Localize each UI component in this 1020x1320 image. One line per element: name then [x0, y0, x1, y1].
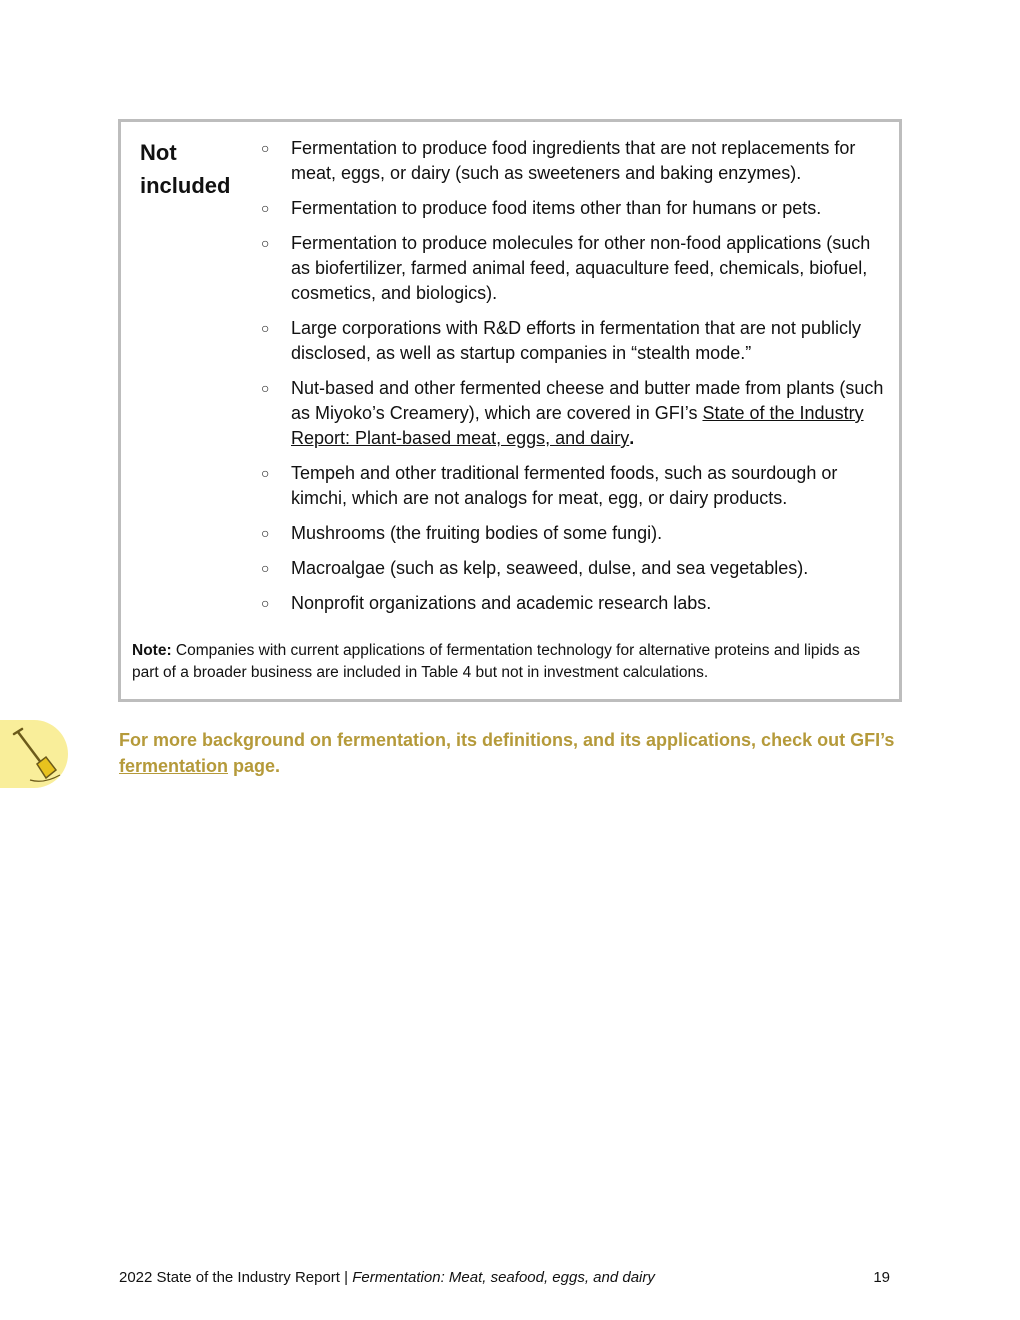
list-item: ○ Fermentation to produce food items other than for humans or pets.: [261, 196, 891, 221]
list-item: ○ Nonprofit organizations and academic research labs.: [261, 591, 891, 616]
circle-bullet-icon: ○: [261, 560, 270, 576]
circle-bullet-icon: ○: [261, 235, 270, 251]
circle-bullet-icon: ○: [261, 140, 270, 156]
shovel-icon: [0, 720, 68, 788]
list-item: ○ Large corporations with R&D efforts in fermentation that are not publicly disclosed, as well as startup companies in “stealth mode.”: [261, 318, 861, 363]
footer-section: Fermentation: Meat, seafood, eggs, and dairy: [352, 1269, 655, 1286]
note-text: Companies with current applications of fermentation technology for alternative proteins and lipids as part of a broader business are included in Table 4 but not in investment calculations.: [132, 642, 861, 681]
list-item: ○ Mushrooms (the fruiting bodies of some fungi).: [261, 521, 891, 546]
note-label: Note:: [132, 642, 172, 659]
circle-bullet-icon: ○: [261, 320, 270, 336]
circle-bullet-icon: ○: [261, 465, 270, 481]
list-item: ○ Fermentation to produce molecules for other non-food applications (such as biofertilizer, farmed animal feed, aquaculture feed, chemicals, biofuel, cosmetics, and biologics).: [261, 233, 871, 303]
box-heading: Not included: [140, 140, 231, 198]
more-background-callout: For more background on fermentation, its definitions, and its applications, check out GFI’s fermentation page.: [119, 730, 895, 776]
not-included-box: [118, 119, 902, 702]
list-item: ○ Macroalgae (such as kelp, seaweed, dulse, and sea vegetables).: [261, 556, 891, 581]
note: [132, 640, 882, 684]
fermentation-page-link[interactable]: fermentation: [119, 756, 229, 776]
plant-based-report-link[interactable]: State of the Industry Report: Plant-based meat, eggs, and dairy: [291, 403, 864, 448]
footer-report: 2022 State of the Industry Report |: [119, 1269, 353, 1286]
list-item: ○ Fermentation to produce food ingredients that are not replacements for meat, eggs, or dairy (such as sweeteners and baking enzymes).: [261, 138, 856, 183]
circle-bullet-icon: ○: [261, 525, 270, 541]
circle-bullet-icon: ○: [261, 380, 270, 396]
page-footer: [119, 1268, 655, 1288]
circle-bullet-icon: ○: [261, 200, 270, 216]
list-item: ○ Tempeh and other traditional fermented foods, such as sourdough or kimchi, which are not analogs for meat, egg, or dairy products.: [261, 463, 838, 508]
circle-bullet-icon: ○: [261, 595, 270, 611]
page-number: 19: [873, 1269, 890, 1286]
excluded-list: [261, 136, 891, 626]
list-item: ○ Nut-based and other fermented cheese and butter made from plants (such as Miyoko’s Creamery), which are covered in GFI’s State of the Industry Report: Plant-based meat, eggs, and dairy.: [261, 378, 884, 448]
